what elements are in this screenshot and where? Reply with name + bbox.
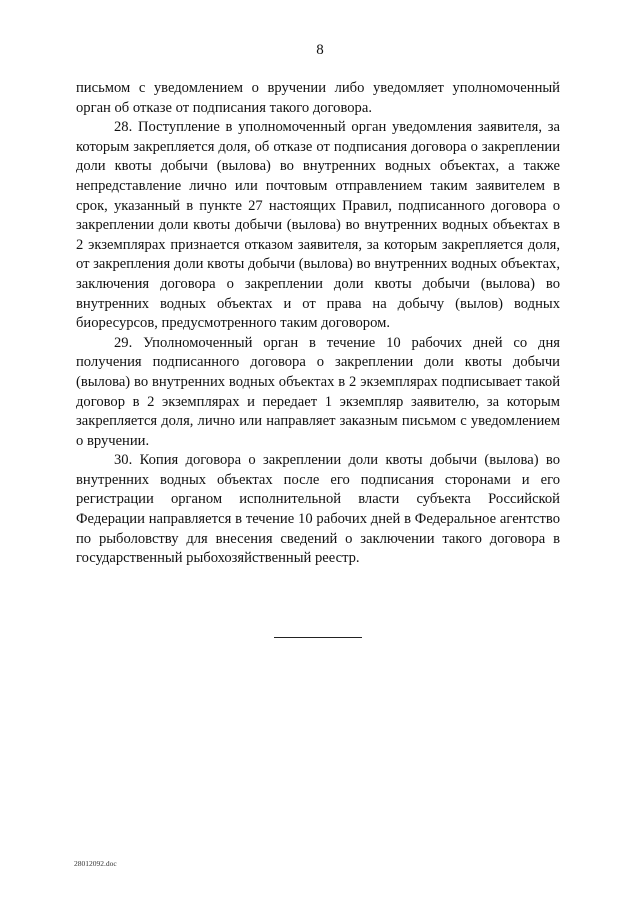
paragraph-30: 30. Копия договора о закреплении доли квоты добычи (вылова) во внутренних водных объектах после его подписания сторонами и его регистрации органом исполнительной власти субъекта Российской Федерации направляется в течение 10 рабочих дней в Федеральное агентство по рыболовству для внесения сведений о заключении такого договора в государственный рыбохозяйственный реестр. bbox=[76, 452, 560, 567]
paragraph-28: 28. Поступление в уполномоченный орган уведомления заявителя, за которым закрепляется доля, об отказе от подписания договора о закреплении доли квоты добычи (вылова) во внутренних водных объектах, а также непредставление лично или почтовым отправлением таким заявителем в срок, указанный в пункте 27 настоящих Правил, подписанного договора о закреплении доли квоты добычи (вылова) во внутренних водных объектах в 2 экземплярах признается отказом заявителя, за которым закрепляется доля, от закрепления доли квоты добычи (вылова) во внутренних водных объектах, заключения договора о закреплении доли квоты добычи (вылова) во внутренних водных объектах и от права на добычу (вылов) водных биоресурсов, предусмотренного таким договором. bbox=[76, 119, 560, 332]
page-number: 8 bbox=[316, 42, 324, 58]
document-body bbox=[76, 79, 560, 569]
paragraph-29: 29. Уполномоченный орган в течение 10 рабочих дней со дня получения подписанного договора о закреплении доли квоты добычи (вылова) во внутренних водных объектах в 2 экземплярах подписывает такой договор в 2 экземплярах и передает 1 экземпляр заявителю, за которым закрепляется доля, лично или направляет заказным письмом с уведомлением о вручении. bbox=[76, 334, 560, 449]
end-of-text-rule bbox=[274, 637, 362, 638]
footer-filename: 28012092.doc bbox=[74, 859, 117, 868]
paragraph-continuation: письмом с уведомлением о вручении либо уведомляет уполномоченный орган об отказе от подписания такого договора. bbox=[76, 80, 560, 116]
